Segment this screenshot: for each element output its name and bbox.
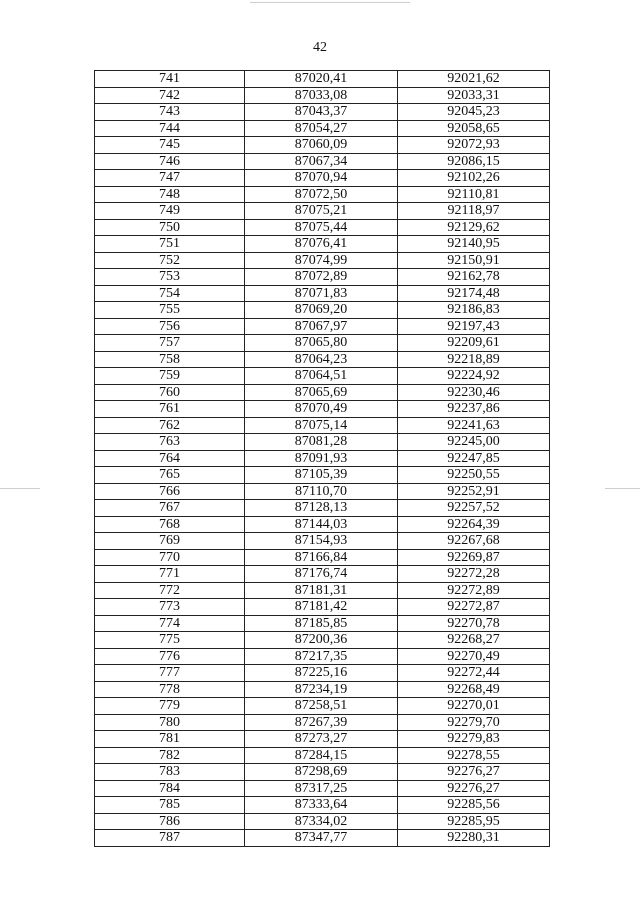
table-row xyxy=(95,566,550,583)
point-number-cell: 776 xyxy=(95,648,245,665)
x-coordinate-cell: 87284,15 xyxy=(245,747,398,764)
y-coordinate-cell: 92268,27 xyxy=(398,632,550,649)
x-coordinate-cell: 87317,25 xyxy=(245,780,398,797)
y-coordinate-cell: 92268,49 xyxy=(398,681,550,698)
y-coordinate-cell: 92140,95 xyxy=(398,236,550,253)
point-number-cell: 773 xyxy=(95,599,245,616)
table-row xyxy=(95,681,550,698)
point-number-cell: 784 xyxy=(95,780,245,797)
point-number-cell: 762 xyxy=(95,417,245,434)
point-number-cell: 759 xyxy=(95,368,245,385)
y-coordinate-cell: 92276,27 xyxy=(398,780,550,797)
y-coordinate-cell: 92285,95 xyxy=(398,813,550,830)
table-row xyxy=(95,533,550,550)
y-coordinate-cell: 92247,85 xyxy=(398,450,550,467)
y-coordinate-cell: 92086,15 xyxy=(398,153,550,170)
y-coordinate-cell: 92278,55 xyxy=(398,747,550,764)
y-coordinate-cell: 92250,55 xyxy=(398,467,550,484)
x-coordinate-cell: 87347,77 xyxy=(245,830,398,847)
y-coordinate-cell: 92267,68 xyxy=(398,533,550,550)
point-number-cell: 752 xyxy=(95,252,245,269)
table-row xyxy=(95,318,550,335)
y-coordinate-cell: 92174,48 xyxy=(398,285,550,302)
table-row xyxy=(95,203,550,220)
x-coordinate-cell: 87076,41 xyxy=(245,236,398,253)
y-coordinate-cell: 92209,61 xyxy=(398,335,550,352)
y-coordinate-cell: 92280,31 xyxy=(398,830,550,847)
y-coordinate-cell: 92072,93 xyxy=(398,137,550,154)
point-number-cell: 755 xyxy=(95,302,245,319)
x-coordinate-cell: 87033,08 xyxy=(245,87,398,104)
x-coordinate-cell: 87334,02 xyxy=(245,813,398,830)
point-number-cell: 746 xyxy=(95,153,245,170)
x-coordinate-cell: 87060,09 xyxy=(245,137,398,154)
point-number-cell: 760 xyxy=(95,384,245,401)
y-coordinate-cell: 92279,83 xyxy=(398,731,550,748)
point-number-cell: 744 xyxy=(95,120,245,137)
point-number-cell: 765 xyxy=(95,467,245,484)
x-coordinate-cell: 87070,94 xyxy=(245,170,398,187)
y-coordinate-cell: 92285,56 xyxy=(398,797,550,814)
table-row xyxy=(95,615,550,632)
point-number-cell: 769 xyxy=(95,533,245,550)
scan-artifact-left xyxy=(0,488,40,489)
table-body xyxy=(95,71,550,847)
table-row xyxy=(95,71,550,88)
table-row xyxy=(95,665,550,682)
table-row xyxy=(95,731,550,748)
x-coordinate-cell: 87071,83 xyxy=(245,285,398,302)
table-row xyxy=(95,104,550,121)
table-row xyxy=(95,335,550,352)
x-coordinate-cell: 87258,51 xyxy=(245,698,398,715)
point-number-cell: 764 xyxy=(95,450,245,467)
x-coordinate-cell: 87020,41 xyxy=(245,71,398,88)
x-coordinate-cell: 87333,64 xyxy=(245,797,398,814)
point-number-cell: 748 xyxy=(95,186,245,203)
x-coordinate-cell: 87298,69 xyxy=(245,764,398,781)
table-row xyxy=(95,368,550,385)
y-coordinate-cell: 92118,97 xyxy=(398,203,550,220)
point-number-cell: 786 xyxy=(95,813,245,830)
x-coordinate-cell: 87074,99 xyxy=(245,252,398,269)
table-row xyxy=(95,714,550,731)
x-coordinate-cell: 87154,93 xyxy=(245,533,398,550)
point-number-cell: 741 xyxy=(95,71,245,88)
coordinates-table xyxy=(94,70,550,847)
point-number-cell: 772 xyxy=(95,582,245,599)
point-number-cell: 761 xyxy=(95,401,245,418)
table-row xyxy=(95,384,550,401)
table-row xyxy=(95,797,550,814)
table-row xyxy=(95,236,550,253)
x-coordinate-cell: 87144,03 xyxy=(245,516,398,533)
point-number-cell: 763 xyxy=(95,434,245,451)
x-coordinate-cell: 87064,51 xyxy=(245,368,398,385)
x-coordinate-cell: 87067,34 xyxy=(245,153,398,170)
point-number-cell: 774 xyxy=(95,615,245,632)
table-row xyxy=(95,830,550,847)
x-coordinate-cell: 87081,28 xyxy=(245,434,398,451)
x-coordinate-cell: 87064,23 xyxy=(245,351,398,368)
point-number-cell: 766 xyxy=(95,483,245,500)
y-coordinate-cell: 92279,70 xyxy=(398,714,550,731)
y-coordinate-cell: 92186,83 xyxy=(398,302,550,319)
point-number-cell: 743 xyxy=(95,104,245,121)
point-number-cell: 757 xyxy=(95,335,245,352)
x-coordinate-cell: 87200,36 xyxy=(245,632,398,649)
y-coordinate-cell: 92257,52 xyxy=(398,500,550,517)
point-number-cell: 749 xyxy=(95,203,245,220)
y-coordinate-cell: 92252,91 xyxy=(398,483,550,500)
y-coordinate-cell: 92058,65 xyxy=(398,120,550,137)
x-coordinate-cell: 87043,37 xyxy=(245,104,398,121)
point-number-cell: 777 xyxy=(95,665,245,682)
table-row xyxy=(95,417,550,434)
point-number-cell: 783 xyxy=(95,764,245,781)
table-row xyxy=(95,483,550,500)
y-coordinate-cell: 92102,26 xyxy=(398,170,550,187)
y-coordinate-cell: 92218,89 xyxy=(398,351,550,368)
x-coordinate-cell: 87072,50 xyxy=(245,186,398,203)
table-row xyxy=(95,632,550,649)
table-row xyxy=(95,219,550,236)
table-row xyxy=(95,401,550,418)
y-coordinate-cell: 92033,31 xyxy=(398,87,550,104)
y-coordinate-cell: 92021,62 xyxy=(398,71,550,88)
y-coordinate-cell: 92045,23 xyxy=(398,104,550,121)
y-coordinate-cell: 92272,89 xyxy=(398,582,550,599)
point-number-cell: 745 xyxy=(95,137,245,154)
table-row xyxy=(95,747,550,764)
point-number-cell: 768 xyxy=(95,516,245,533)
point-number-cell: 787 xyxy=(95,830,245,847)
point-number-cell: 778 xyxy=(95,681,245,698)
x-coordinate-cell: 87181,42 xyxy=(245,599,398,616)
table-row xyxy=(95,549,550,566)
x-coordinate-cell: 87105,39 xyxy=(245,467,398,484)
y-coordinate-cell: 92264,39 xyxy=(398,516,550,533)
table-row xyxy=(95,285,550,302)
table-row xyxy=(95,120,550,137)
x-coordinate-cell: 87075,21 xyxy=(245,203,398,220)
y-coordinate-cell: 92162,78 xyxy=(398,269,550,286)
x-coordinate-cell: 87234,19 xyxy=(245,681,398,698)
table-row xyxy=(95,764,550,781)
y-coordinate-cell: 92269,87 xyxy=(398,549,550,566)
table-row xyxy=(95,516,550,533)
point-number-cell: 756 xyxy=(95,318,245,335)
y-coordinate-cell: 92197,43 xyxy=(398,318,550,335)
x-coordinate-cell: 87110,70 xyxy=(245,483,398,500)
point-number-cell: 747 xyxy=(95,170,245,187)
y-coordinate-cell: 92270,78 xyxy=(398,615,550,632)
point-number-cell: 780 xyxy=(95,714,245,731)
point-number-cell: 758 xyxy=(95,351,245,368)
x-coordinate-cell: 87128,13 xyxy=(245,500,398,517)
x-coordinate-cell: 87185,85 xyxy=(245,615,398,632)
point-number-cell: 751 xyxy=(95,236,245,253)
x-coordinate-cell: 87267,39 xyxy=(245,714,398,731)
y-coordinate-cell: 92270,49 xyxy=(398,648,550,665)
y-coordinate-cell: 92150,91 xyxy=(398,252,550,269)
point-number-cell: 771 xyxy=(95,566,245,583)
y-coordinate-cell: 92241,63 xyxy=(398,417,550,434)
y-coordinate-cell: 92272,44 xyxy=(398,665,550,682)
y-coordinate-cell: 92230,46 xyxy=(398,384,550,401)
table-row xyxy=(95,170,550,187)
x-coordinate-cell: 87225,16 xyxy=(245,665,398,682)
point-number-cell: 754 xyxy=(95,285,245,302)
table-row xyxy=(95,582,550,599)
page-number: 42 xyxy=(313,40,327,55)
x-coordinate-cell: 87072,89 xyxy=(245,269,398,286)
table-row xyxy=(95,87,550,104)
table-row xyxy=(95,698,550,715)
point-number-cell: 785 xyxy=(95,797,245,814)
x-coordinate-cell: 87069,20 xyxy=(245,302,398,319)
x-coordinate-cell: 87075,14 xyxy=(245,417,398,434)
y-coordinate-cell: 92276,27 xyxy=(398,764,550,781)
table-row xyxy=(95,153,550,170)
table-row xyxy=(95,500,550,517)
y-coordinate-cell: 92237,86 xyxy=(398,401,550,418)
point-number-cell: 770 xyxy=(95,549,245,566)
scan-artifact-top xyxy=(250,2,410,3)
point-number-cell: 750 xyxy=(95,219,245,236)
point-number-cell: 753 xyxy=(95,269,245,286)
table-row xyxy=(95,269,550,286)
table-row xyxy=(95,351,550,368)
x-coordinate-cell: 87075,44 xyxy=(245,219,398,236)
y-coordinate-cell: 92129,62 xyxy=(398,219,550,236)
table-row xyxy=(95,252,550,269)
table-row xyxy=(95,302,550,319)
table-row xyxy=(95,186,550,203)
table-row xyxy=(95,780,550,797)
point-number-cell: 782 xyxy=(95,747,245,764)
x-coordinate-cell: 87070,49 xyxy=(245,401,398,418)
y-coordinate-cell: 92270,01 xyxy=(398,698,550,715)
y-coordinate-cell: 92272,87 xyxy=(398,599,550,616)
point-number-cell: 779 xyxy=(95,698,245,715)
y-coordinate-cell: 92245,00 xyxy=(398,434,550,451)
scan-artifact-right xyxy=(605,488,640,489)
y-coordinate-cell: 92110,81 xyxy=(398,186,550,203)
x-coordinate-cell: 87067,97 xyxy=(245,318,398,335)
x-coordinate-cell: 87166,84 xyxy=(245,549,398,566)
x-coordinate-cell: 87065,80 xyxy=(245,335,398,352)
point-number-cell: 742 xyxy=(95,87,245,104)
x-coordinate-cell: 87273,27 xyxy=(245,731,398,748)
table-row xyxy=(95,813,550,830)
table-row xyxy=(95,599,550,616)
x-coordinate-cell: 87091,93 xyxy=(245,450,398,467)
x-coordinate-cell: 87176,74 xyxy=(245,566,398,583)
table-row xyxy=(95,137,550,154)
x-coordinate-cell: 87217,35 xyxy=(245,648,398,665)
y-coordinate-cell: 92224,92 xyxy=(398,368,550,385)
point-number-cell: 767 xyxy=(95,500,245,517)
y-coordinate-cell: 92272,28 xyxy=(398,566,550,583)
x-coordinate-cell: 87065,69 xyxy=(245,384,398,401)
table-row xyxy=(95,434,550,451)
point-number-cell: 781 xyxy=(95,731,245,748)
point-number-cell: 775 xyxy=(95,632,245,649)
table-row xyxy=(95,450,550,467)
x-coordinate-cell: 87054,27 xyxy=(245,120,398,137)
x-coordinate-cell: 87181,31 xyxy=(245,582,398,599)
table-row xyxy=(95,467,550,484)
table-row xyxy=(95,648,550,665)
